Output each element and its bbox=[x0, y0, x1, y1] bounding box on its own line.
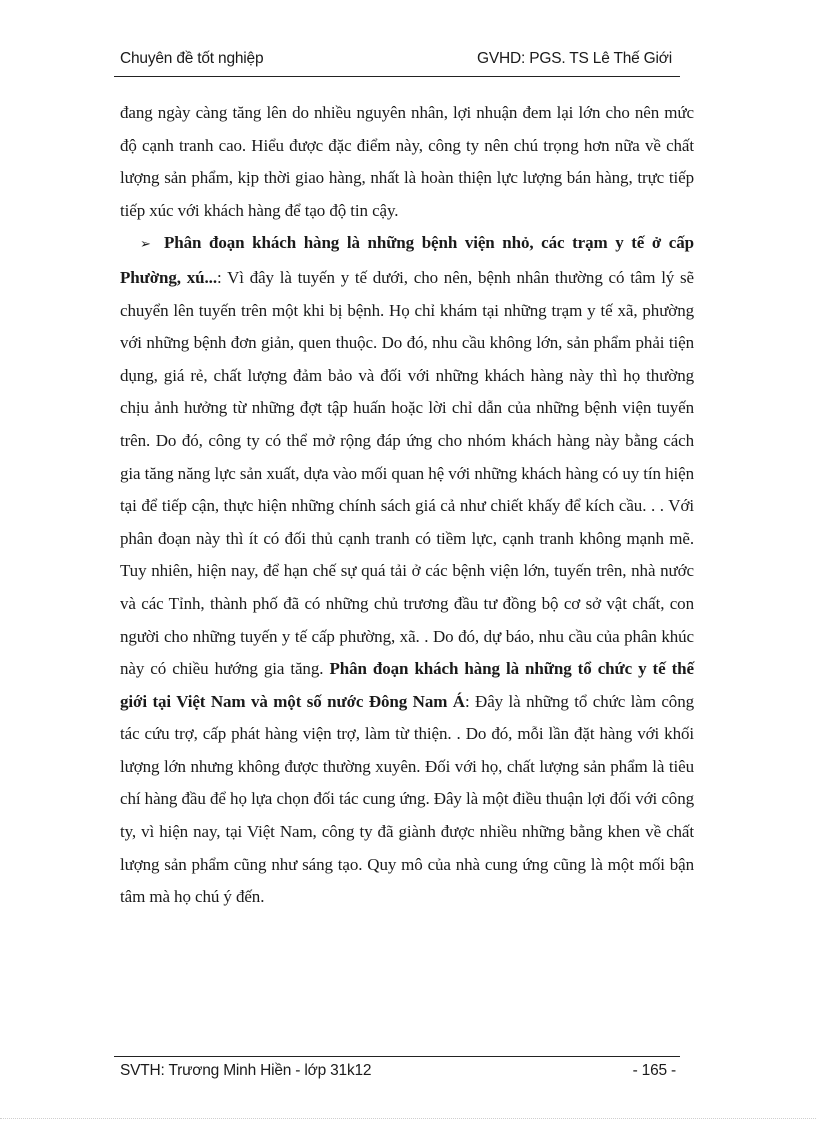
segment-text-small-hospitals: : Vì đây là tuyến y tế dưới, cho nên, bệnh nhân thường có tâm lý sẽ chuyển lên tuyến trên một khi bị bệnh. Họ chỉ khám tại những trạm y tế xã, phường với những bệnh đơn giản, quen thuộc. Do đó, nhu cầu không lớn, sản phẩm phải tiện dụng, giá rẻ, chất lượng đảm bảo và đối với những khách hàng này thì họ thường chịu ảnh hưởng từ những đợt tập huấn hoặc lời chỉ dẫn của những bệnh viện tuyến trên. Do đó, công ty có thể mở rộng đáp ứng cho nhóm khách hàng này bằng cách gia tăng năng lực sản xuất, dựa vào mối quan hệ với những khách hàng có uy tín hiện tại để tiếp cận, thực hiện những chính sách giá cả như chiết khấy để kích cầu. . . Với phân đoạn này thì ít có đối thủ cạnh tranh có tiềm lực, cạnh tranh không mạnh mẽ. Tuy nhiên, hiện nay, để hạn chế sự quá tải ở các bệnh viện lớn, tuyến trên, nhà nước và các Tỉnh, thành phố đã có những chủ trương đầu tư đồng bộ cơ sở vật chất, con người cho những tuyến y tế cấp phường, xã. . Do đó, dự báo, nhu cầu của phân khúc này có chiều hướng gia tăng. bbox=[120, 267, 694, 679]
page-bottom-border bbox=[0, 1118, 816, 1119]
segment-text-world-health-orgs: : Đây là những tổ chức làm công tác cứu trợ, cấp phát hàng viện trợ, làm từ thiện. . Do đó, mỗi lần đặt hàng với khối lượng lớn nhưng không được thường xuyên. Đối với họ, chất lượng sản phẩm là tiêu chí hàng đầu để họ lựa chọn đối tác cung ứng. Đây là một điều thuận lợi đối với công ty, vì hiện nay, tại Việt Nam, công ty đã giành được nhiều những bằng khen về chất lượng sản phẩm cũng như sáng tạo. Quy mô của nhà cung ứng cũng là một mối bận tâm mà họ chú ý đến. bbox=[120, 691, 694, 907]
page-header bbox=[120, 50, 672, 74]
footer-divider bbox=[114, 1056, 680, 1057]
page-footer bbox=[120, 1062, 676, 1086]
paragraph-intro: đang ngày càng tăng lên do nhiều nguyên nhân, lợi nhuận đem lại lớn cho nên mức độ cạnh tranh cao. Hiểu được đặc điểm này, công ty nên chú trọng hơn nữa về chất lượng sản phẩm, kịp thời giao hàng, nhất là hoàn thiện lực lượng bán hàng, trực tiếp tiếp xúc với khách hàng để tạo độ tin cậy. bbox=[120, 103, 694, 220]
paragraph-segment-small-hospitals bbox=[120, 227, 694, 913]
header-advisor: GVHD: PGS. TS Lê Thế Giới bbox=[477, 50, 672, 67]
footer-student: SVTH: Trương Minh Hiền - lớp 31k12 bbox=[120, 1062, 372, 1079]
segment-heading-small-hospitals: Phân đoạn khách hàng là những bệnh viện nhỏ, các trạm y tế ở cấp Phường, xú... bbox=[120, 233, 694, 287]
segment-heading-world-health-orgs: Phân đoạn khách hàng là những tổ chức y tế thế giới tại Việt Nam và một số nước Đông Nam Á bbox=[120, 659, 694, 711]
arrow-bullet-icon: ➢ bbox=[140, 237, 151, 253]
document-body bbox=[120, 97, 694, 914]
header-document-title: Chuyên đề tốt nghiệp bbox=[120, 50, 264, 67]
page-number: - 165 - bbox=[632, 1062, 676, 1079]
header-divider bbox=[114, 76, 680, 77]
